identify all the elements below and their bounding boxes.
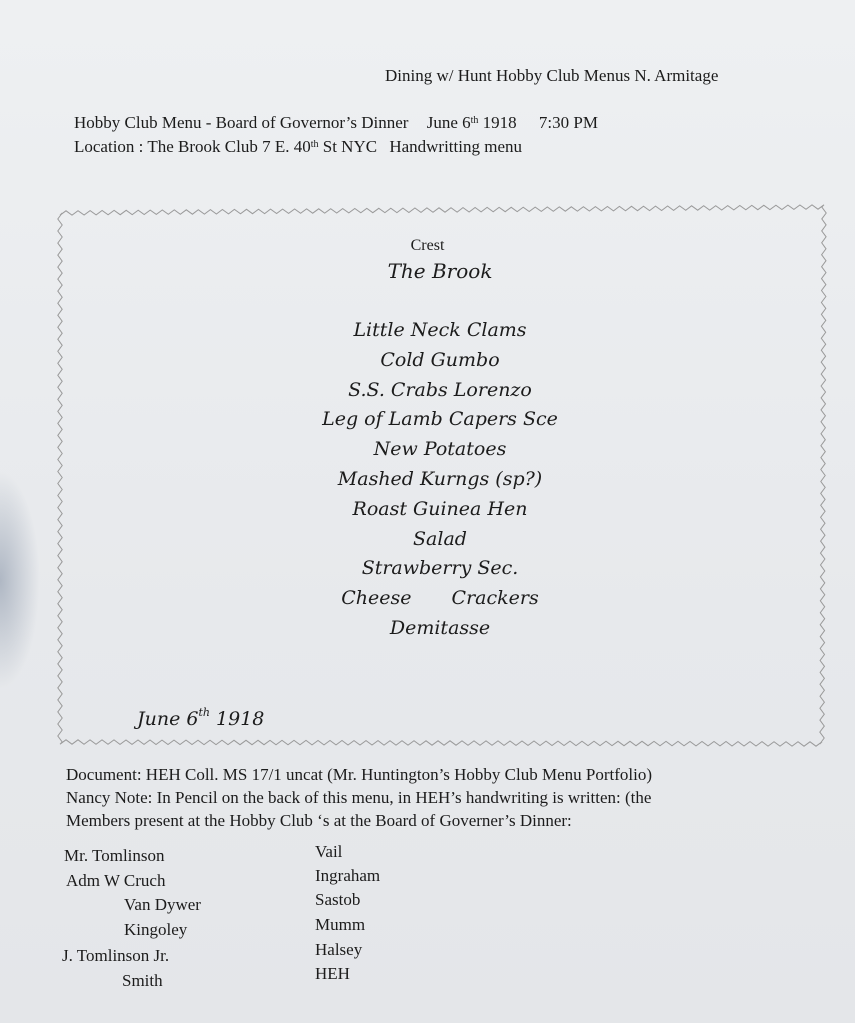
nancy-note: Nancy Note: In Pencil on the back of this menu, in HEH’s handwriting is written: (the	[66, 788, 652, 807]
menu-title: Hobby Club Menu - Board of Governor’s Dinner	[74, 113, 409, 132]
date-suffix: th	[470, 115, 479, 126]
date-day: June 6	[426, 113, 471, 132]
menu-item: Roast Guinea Hen	[352, 497, 528, 520]
menu-item: Cold Gumbo	[380, 348, 500, 371]
location-rest: St NYC	[322, 137, 378, 156]
menu-item: Demitasse	[389, 616, 491, 639]
crest-label: Crest	[410, 237, 445, 254]
menu-item: Mashed Kurngs (sp?)	[337, 467, 543, 490]
menu-item: Salad	[413, 527, 467, 550]
menu-item-crackers: Crackers	[451, 587, 539, 610]
location-line	[74, 137, 530, 157]
date-year: 1918	[482, 113, 517, 132]
member-left: Adm W Cruch	[66, 871, 166, 890]
member-right: Vail	[315, 842, 343, 861]
member-right: Halsey	[315, 940, 363, 959]
member-right: Sastob	[315, 890, 361, 909]
menu-item-cheese: Cheese	[341, 587, 412, 610]
menu-item: Leg of Lamb Capers Sce	[322, 408, 558, 431]
footer-date-day: June 6	[137, 708, 199, 730]
menu-title-line	[74, 113, 606, 133]
document-notes	[66, 763, 826, 832]
handwriting-note: Handwritting menu	[389, 137, 522, 156]
menu-items	[0, 316, 855, 644]
member-right: Mumm	[315, 915, 366, 934]
location-suffix: th	[310, 139, 319, 150]
footer-date-suffix: th	[198, 706, 210, 719]
menu-time: 7:30 PM	[538, 113, 598, 132]
menu-item: New Potatoes	[373, 438, 507, 461]
location-prefix: Location : The Brook Club 7 E. 40	[74, 137, 311, 156]
member-left: Smith	[122, 971, 163, 990]
member-right: Ingraham	[315, 866, 381, 885]
menu-item: Little Neck Clams	[353, 319, 527, 341]
club-name: The Brook	[387, 259, 493, 283]
document-source: Document: HEH Coll. MS 17/1 uncat (Mr. Huntington’s Hobby Club Menu Portfolio)	[66, 765, 653, 784]
menu-item: S.S. Crabs Lorenzo	[348, 378, 532, 401]
menu-item: Strawberry Sec.	[361, 557, 519, 580]
member-left: J. Tomlinson Jr.	[62, 946, 170, 965]
members-intro: Members present at the Hobby Club ‘s at the Board of Governer’s Dinner:	[66, 811, 572, 830]
location	[74, 137, 377, 156]
member-left: Kingoley	[124, 920, 188, 939]
menu-date	[427, 113, 517, 132]
footer-date-year: 1918	[216, 708, 265, 730]
member-left: Van Dywer	[124, 895, 201, 914]
member-left: Mr. Tomlinson	[64, 846, 165, 865]
menu-footer-date	[137, 708, 264, 730]
reference-heading: Dining w/ Hunt Hobby Club Menus N. Armitage	[385, 66, 719, 85]
member-right: HEH	[315, 964, 350, 983]
menu-item-pair	[0, 584, 855, 614]
